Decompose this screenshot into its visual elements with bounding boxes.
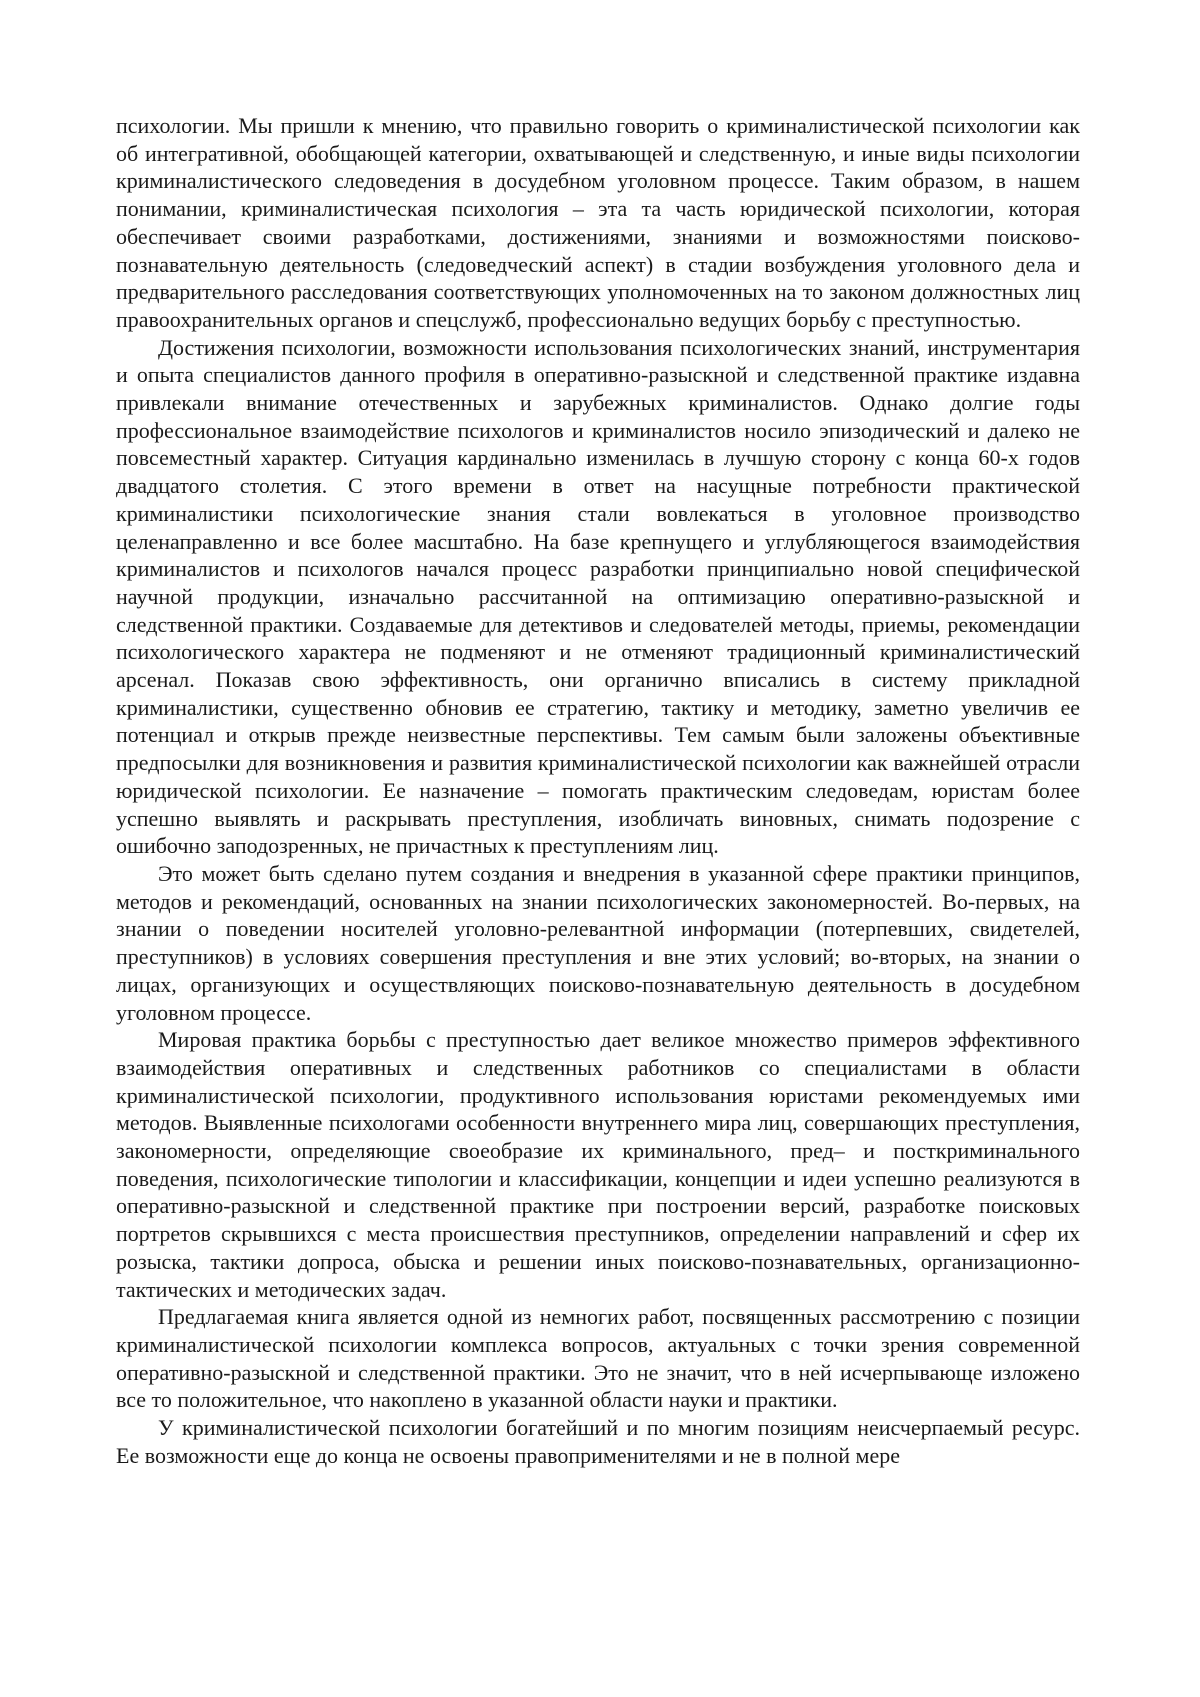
paragraph-6: У криминалистической психологии богатейший и по многим позициям неисчерпаемый ресурс. Ее возможности еще до конца не освоены правоприменителями и не в полной мере: [116, 1414, 1080, 1469]
document-page: [0, 0, 1200, 1697]
paragraph-5: Предлагаемая книга является одной из немногих работ, посвященных рассмотрению с позиции криминалистической психологии комплекса вопросов, актуальных с точки зрения современной оперативно-разыскной и следственной практики. Это не значит, что в ней исчерпывающе изложено все то положительное, что накоплено в указанной области науки и практики.: [116, 1303, 1080, 1414]
paragraph-3: Это может быть сделано путем создания и внедрения в указанной сфере практики принципов, методов и рекомендаций, основанных на знании психологических закономерностей. Во-первых, на знании о поведении носителей уголовно-релевантной информации (потерпевших, свидетелей, преступников) в условиях совершения преступления и вне этих условий; во-вторых, на знании о лицах, организующих и осуществляющих поисково-познавательную деятельность в досудебном уголовном процессе.: [116, 860, 1080, 1026]
paragraph-2: Достижения психологии, возможности использования психологических знаний, инструментария и опыта специалистов данного профиля в оперативно-разыскной и следственной практике издавна привлекали внимание отечественных и зарубежных криминалистов. Однако долгие годы профессиональное взаимодействие психологов и криминалистов носило эпизодический и далеко не повсеместный характер. Ситуация кардинально изменилась в лучшую сторону с конца 60-х годов двадцатого столетия. С этого времени в ответ на насущные потребности практической криминалистики психологические знания стали вовлекаться в уголовное производство целенаправленно и все более масштабно. На базе крепнущего и углубляющегося взаимодействия криминалистов и психологов начался процесс разработки принципиально новой специфической научной продукции, изначально рассчитанной на оптимизацию оперативно-разыскной и следственной практики. Создаваемые для детективов и следователей методы, приемы, рекомендации психологического характера не подменяют и не отменяют традиционный криминалистический арсенал. Показав свою эффективность, они органично вписались в систему прикладной криминалистики, существенно обновив ее стратегию, тактику и методику, заметно увеличив ее потенциал и открыв прежде неизвестные перспективы. Тем самым были заложены объективные предпосылки для возникновения и развития криминалистической психологии как важнейшей отрасли юридической психологии. Ее назначение – помогать практическим следоведам, юристам более успешно выявлять и раскрывать преступления, изобличать виновных, снимать подозрение с ошибочно заподозренных, не причастных к преступлениям лиц.: [116, 334, 1080, 860]
paragraph-4: Мировая практика борьбы с преступностью дает великое множество примеров эффективного взаимодействия оперативных и следственных работников со специалистами в области криминалистической психологии, продуктивного использования юристами рекомендуемых ими методов. Выявленные психологами особенности внутреннего мира лиц, совершающих преступления, закономерности, определяющие своеобразие их криминального, пред– и посткриминального поведения, психологические типологии и классификации, концепции и идеи успешно реализуются в оперативно-разыскной и следственной практике при построении версий, разработке поисковых портретов скрывшихся с места происшествия преступников, определении направлений и сфер их розыска, тактики допроса, обыска и решении иных поисково-познавательных, организационно-тактических и методических задач.: [116, 1026, 1080, 1303]
paragraph-1: психологии. Мы пришли к мнению, что правильно говорить о криминалистической психологии как об интегративной, обобщающей категории, охватывающей и следственную, и иные виды психологии криминалистического следоведения в досудебном уголовном процессе. Таким образом, в нашем понимании, криминалистическая психология – эта та часть юридической психологии, которая обеспечивает своими разработками, достижениями, знаниями и возможностями поисково-познавательную деятельность (следоведческий аспект) в стадии возбуждения уголовного дела и предварительного расследования соответствующих уполномоченных на то законом должностных лиц правоохранительных органов и спецслужб, профессионально ведущих борьбу с преступностью.: [116, 112, 1080, 334]
document-body: [116, 112, 1080, 1469]
